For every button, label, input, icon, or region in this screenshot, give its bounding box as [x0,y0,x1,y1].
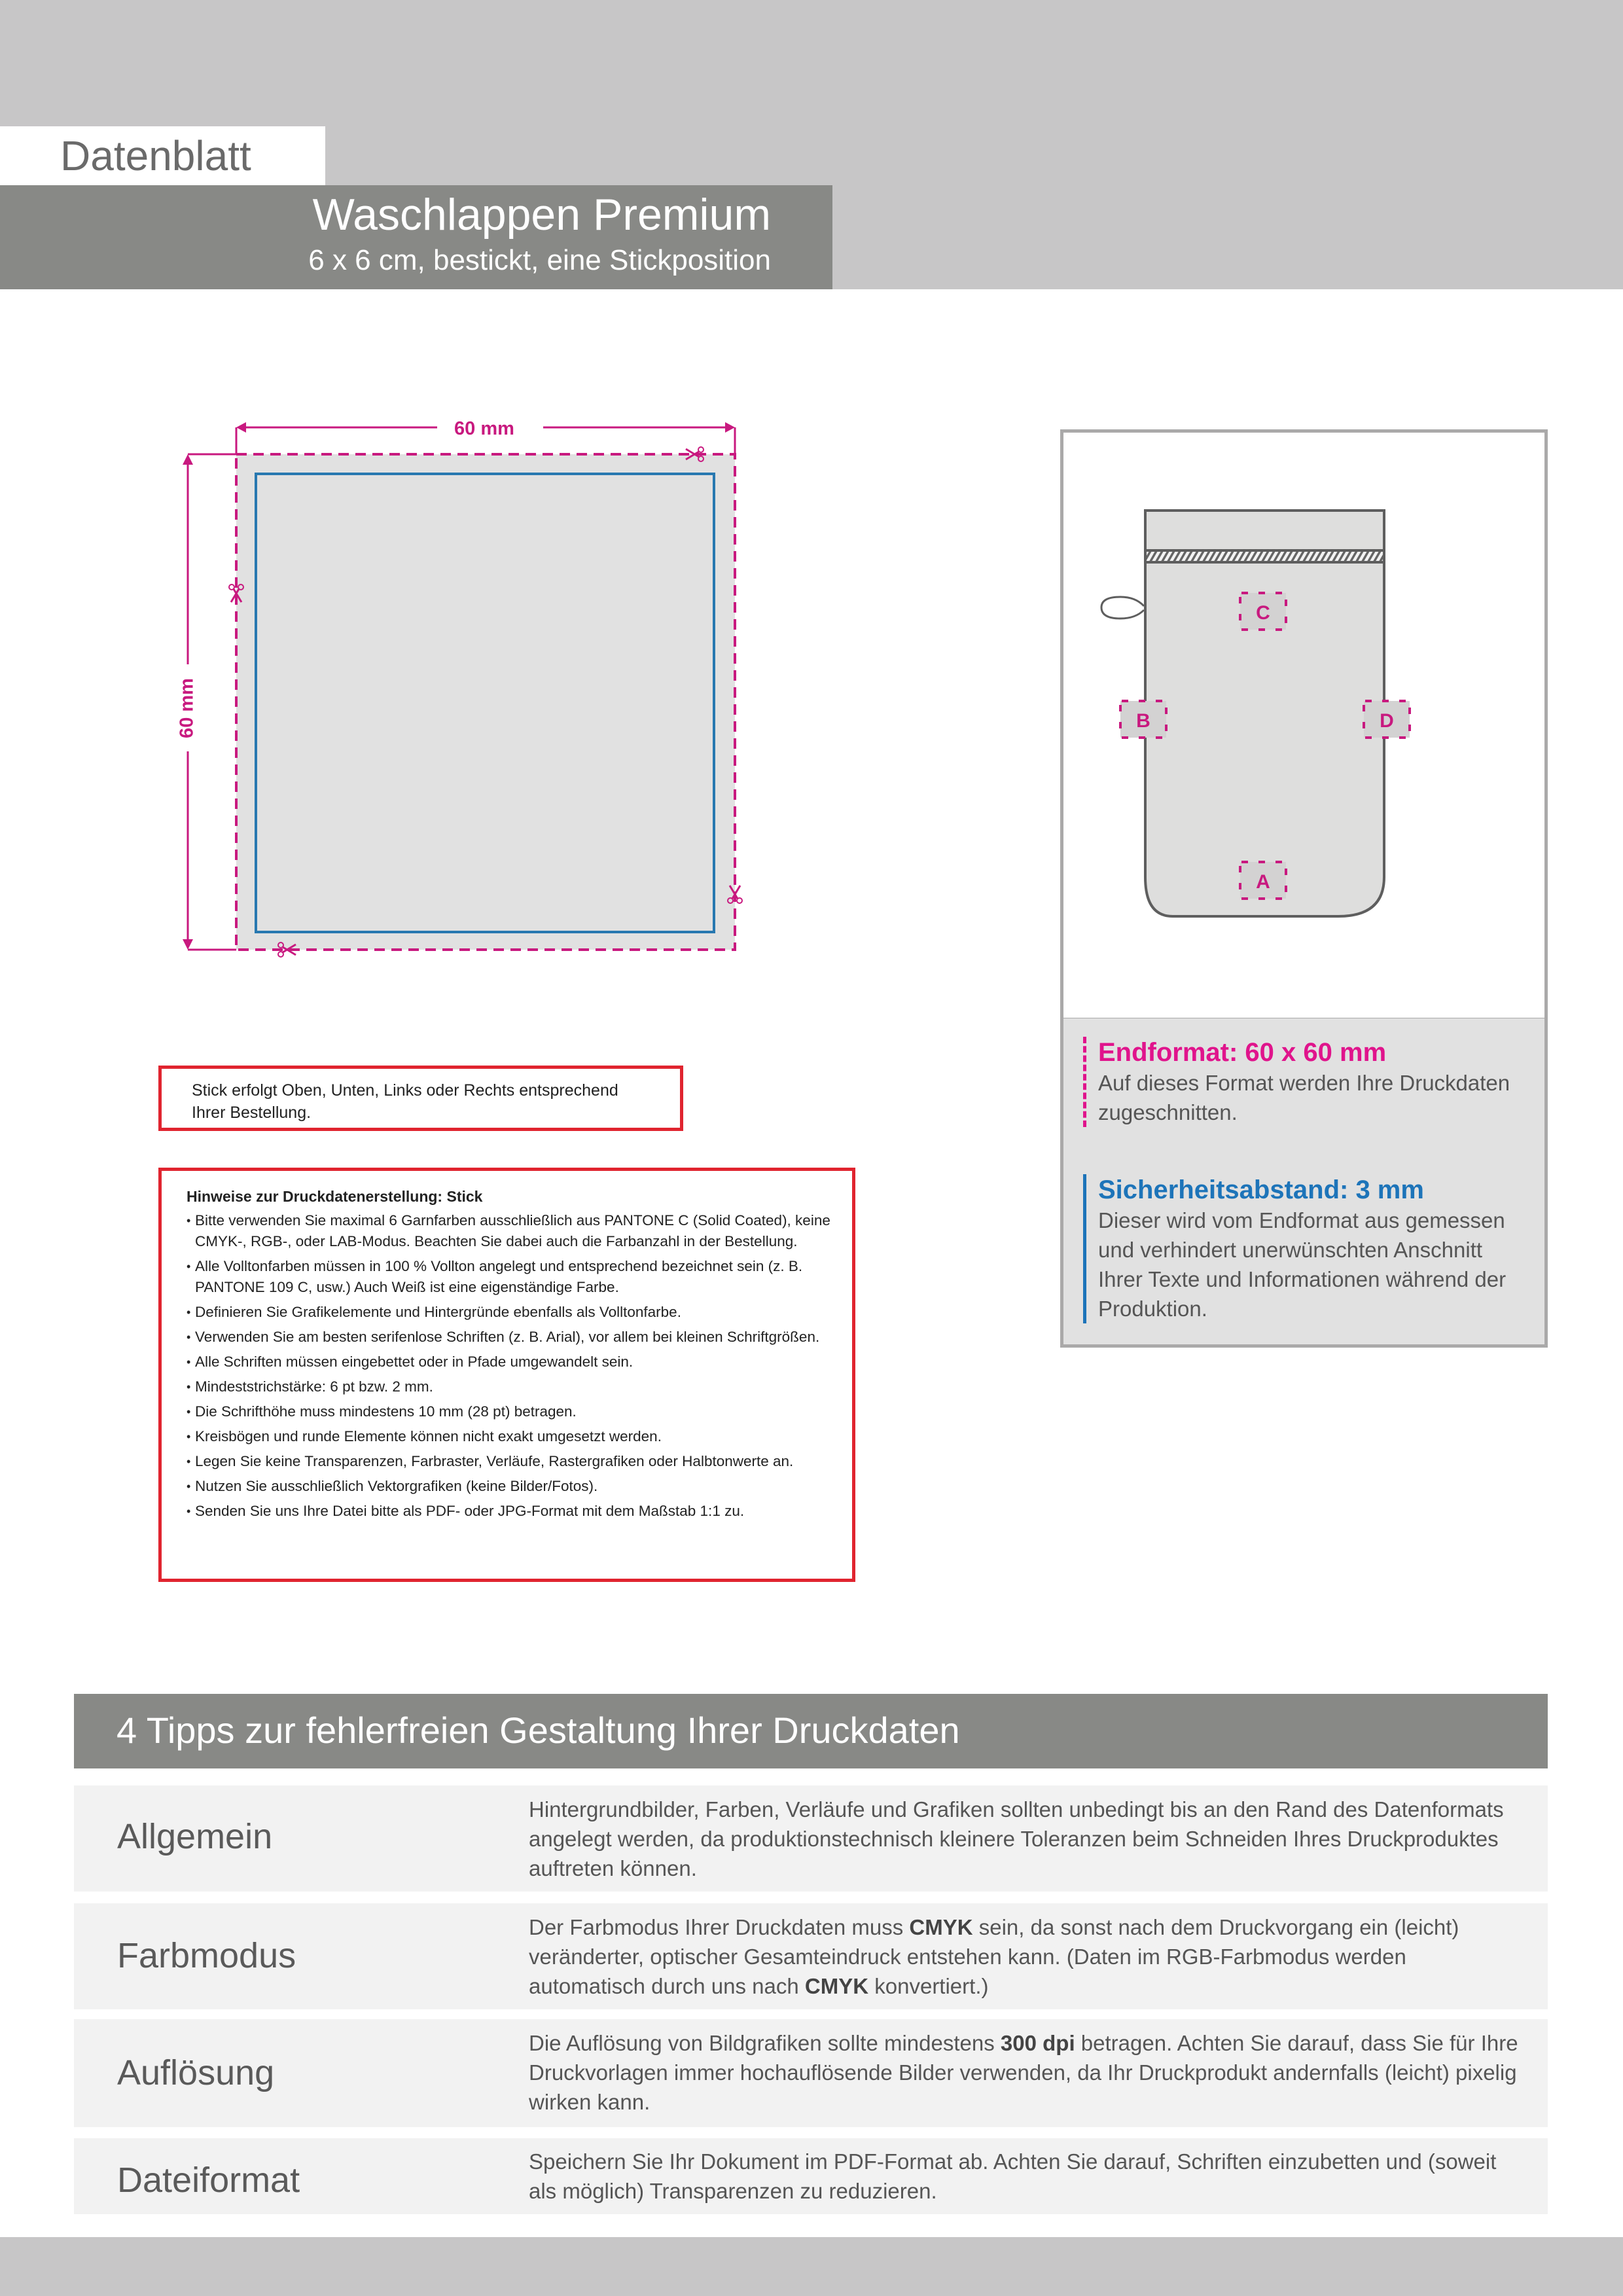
hint-item: • Nutzen Sie ausschließlich Vektorgrafiken (keine Bilder/Fotos). [187,1476,836,1497]
hint-item: • Die Schrifthöhe muss mindestens 10 mm (28 pt) betragen. [187,1401,836,1422]
tip-text-run: Speichern Sie Ihr Dokument im PDF-Format ab. Achten Sie darauf, Schriften einzubetten und (soweit als möglich) Transparenzen zu reduzieren. [529,2149,1497,2203]
position-label: A [1256,871,1270,893]
hanging-loop [1101,597,1144,619]
tip-label: Allgemein [117,1817,273,1856]
tip-text-run: konvertiert.) [868,1974,989,1998]
hint-item: • Bitte verwenden Sie maximal 6 Garnfarben ausschließlich aus PANTONE C (Solid Coated), keine CMYK-, RGB-, oder LAB-Modus. Beachten Sie dabei auch die Farbanzahl in der Bestellung. [187,1210,836,1252]
embroidery-position-d [1364,701,1410,738]
tip-text [529,2028,1524,2117]
hint-item: • Alle Schriften müssen eingebettet oder in Pfade umgewandelt sein. [187,1352,836,1372]
tip-label: Farbmodus [117,1936,296,1975]
bleed-area [236,454,735,950]
tip-text-emphasis: CMYK [804,1974,869,1998]
height-label: 60 mm [176,678,198,738]
tip-text-run: Die Auflösung von Bildgrafiken sollte mindestens [529,2031,1001,2055]
tip-text [529,2147,1524,2206]
position-label: B [1136,710,1150,732]
tip-row-dateiformat [74,2138,1548,2214]
washcloth-body [1145,511,1384,916]
position-label: C [1256,602,1270,624]
safety-title: Sicherheitsabstand: 3 mm [1098,1175,1424,1204]
note-line: Ihrer Bestellung. [192,1103,312,1122]
tip-text [529,1912,1524,2001]
hints-list [187,1210,836,1522]
washcloth-illustration [1073,458,1544,1008]
endformat-title: Endformat: 60 x 60 mm [1098,1038,1387,1067]
tip-text-run: Der Farbmodus Ihrer Druckdaten muss [529,1915,910,1939]
tips-title: 4 Tipps zur fehlerfreien Gestaltung Ihrer Druckdaten [116,1710,960,1751]
arrow-icon [183,454,193,465]
note-line: Stick erfolgt Oben, Unten, Links oder Rechts entsprechend [192,1081,618,1100]
embroidery-position-b [1120,701,1166,738]
embroidery-position-note [158,1066,683,1131]
hint-item: • Senden Sie uns Ihre Datei bitte als PDF- oder JPG-Format mit dem Maßstab 1:1 zu. [187,1501,836,1522]
hint-item: • Kreisbögen und runde Elemente können nicht exakt umgesetzt werden. [187,1426,836,1447]
hem-band [1147,551,1383,562]
embroidery-position-c [1240,593,1286,630]
hint-item: • Mindeststrichstärke: 6 pt bzw. 2 mm. [187,1376,836,1397]
safety-margin-legend [1083,1174,1530,1323]
endformat-legend [1083,1037,1530,1127]
tip-row-farbmodus [74,1903,1548,2009]
hint-item: • Definieren Sie Grafikelemente und Hintergründe ebenfalls als Volltonfarbe. [187,1302,836,1323]
arrow-icon [183,939,193,950]
tip-text-run: betragen. Achten Sie darauf, dass Sie für Ihre Druckvorlagen immer hochauflösende Bilder verwenden, da Ihr Druckprodukt andernfalls (leicht) pixelig wirken kann. [529,2031,1518,2114]
doc-type-label: Datenblatt [60,132,251,179]
width-label: 60 mm [454,418,514,439]
tip-row-allgemein [74,1785,1548,1892]
print-data-hints [158,1168,855,1582]
tip-row-aufloesung [74,2019,1548,2127]
footer-band [0,2237,1623,2296]
position-label: D [1380,710,1394,732]
hint-item: • Verwenden Sie am besten serifenlose Schriften (z. B. Arial), vor allem bei kleinen Schriftgrößen. [187,1327,836,1348]
product-subtitle: 6 x 6 cm, bestickt, eine Stickposition [308,244,771,276]
hint-item: • Legen Sie keine Transparenzen, Farbraster, Verläufe, Rastergrafiken oder Halbtonwerte an. [187,1451,836,1472]
embroidery-position-a [1240,862,1286,899]
tip-label: Auflösung [117,2053,275,2092]
tip-label: Dateiformat [117,2161,300,2200]
product-title: Waschlappen Premium [312,190,771,240]
endformat-text: Auf dieses Format werden Ihre Druckdaten zugeschnitten. [1098,1071,1510,1124]
tip-text [529,1795,1524,1883]
dimension-diagram [170,393,746,969]
safety-text: Dieser wird vom Endformat aus gemessen und verhindert unerwünschten Anschnitt Ihrer Texte und Informationen während der Produktion. [1098,1208,1507,1321]
tip-text-run: Hintergrundbilder, Farben, Verläufe und Grafiken sollten unbedingt bis an den Rand des Datenformats angelegt werden, da produktionstechnisch kleinere Toleranzen beim Schneiden Ihres Druckproduktes auftreten können. [529,1797,1504,1880]
tip-text-run: sein, da sonst nach dem Druckvorgang ein (leicht) veränderter, optischer Gesamteindruck entstehen kann. (Daten im RGB-Farbmodus werden automatisch durch uns nach [529,1915,1459,1998]
hint-item: • Alle Volltonfarben müssen in 100 % Vollton angelegt und entsprechend bezeichnet sein (z. B. PANTONE 109 C, usw.) Auch Weiß ist eine eigenständige Farbe. [187,1256,836,1298]
hints-title: Hinweise zur Druckdatenerstellung: Stick [187,1188,483,1205]
tip-text-emphasis: CMYK [909,1915,973,1939]
format-legend-panel [1060,1018,1548,1348]
tip-text-emphasis: 300 dpi [1000,2031,1075,2055]
arrow-icon [236,422,246,433]
arrow-icon [725,422,735,433]
